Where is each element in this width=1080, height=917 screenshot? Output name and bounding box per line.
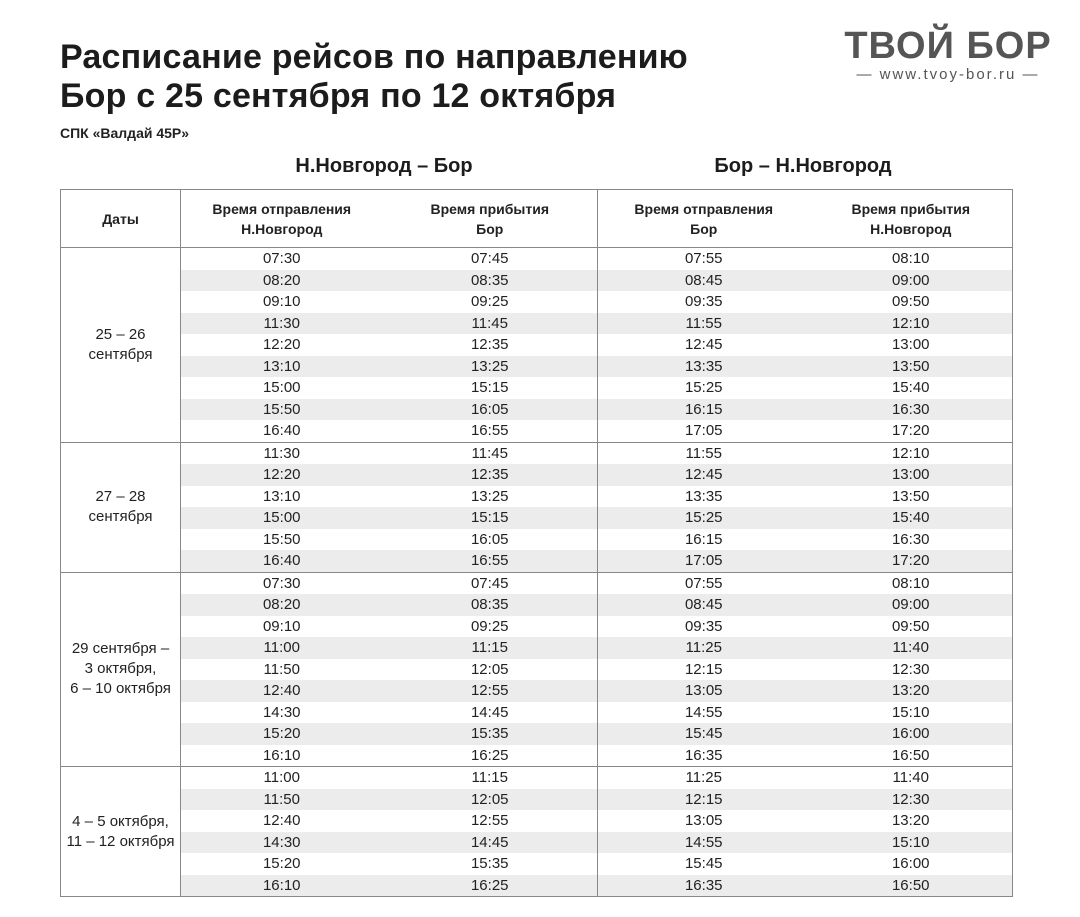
col-header-out-departure xyxy=(181,190,383,248)
in-departure-time: 15:45 xyxy=(684,855,723,873)
out-arrival-time: 09:25 xyxy=(383,616,598,638)
in-departure-time: 11:55 xyxy=(598,313,810,335)
date-range-line: 11 – 12 октября xyxy=(66,832,175,850)
out-departure-time: 16:40 xyxy=(181,420,383,442)
col-header-line: Время прибытия xyxy=(430,200,550,217)
out-arrival-time: 12:35 xyxy=(383,334,598,356)
out-departure-time: 16:40 xyxy=(181,550,383,572)
in-arrival-time: 15:40 xyxy=(810,377,1013,399)
out-departure-time: 16:10 xyxy=(181,745,383,767)
in-departure-time: 11:55 xyxy=(685,444,722,462)
out-departure-time: 15:50 xyxy=(181,399,383,421)
out-arrival-time: 15:15 xyxy=(383,377,598,399)
table-row xyxy=(61,248,1013,270)
out-arrival-time: 12:05 xyxy=(383,659,598,681)
out-departure-time: 12:20 xyxy=(181,464,383,486)
in-departure-time: 17:05 xyxy=(598,550,810,572)
table-row xyxy=(61,616,1013,638)
in-departure-time: 16:15 xyxy=(684,530,723,548)
table-row xyxy=(61,550,1013,572)
in-departure-time: 16:15 xyxy=(598,399,810,421)
out-departure-time: 12:40 xyxy=(181,680,383,702)
in-departure-time: 07:55 xyxy=(684,250,723,268)
date-range-line: 6 – 10 октября xyxy=(70,680,171,698)
out-departure-time: 07:30 xyxy=(262,250,301,268)
table-row xyxy=(61,356,1013,378)
table-header-row xyxy=(61,190,1013,248)
in-departure-time: 08:45 xyxy=(598,270,810,292)
table-row xyxy=(61,399,1013,421)
date-range-cell xyxy=(61,767,181,897)
table-row xyxy=(61,377,1013,399)
col-header-out-arrival xyxy=(383,190,598,248)
table-row xyxy=(61,680,1013,702)
table-row xyxy=(61,723,1013,745)
out-departure-time: 14:30 xyxy=(181,832,383,854)
out-arrival-time: 14:45 xyxy=(383,832,598,854)
out-departure-time: 15:00 xyxy=(262,379,301,397)
out-departure-time: 15:00 xyxy=(181,507,383,529)
in-arrival-time: 16:00 xyxy=(810,853,1013,875)
out-arrival-time: 08:35 xyxy=(383,594,598,616)
in-departure-time: 07:55 xyxy=(684,574,723,592)
title-line-2: Бор с 25 сентября по 12 октября xyxy=(60,77,617,115)
table-row xyxy=(61,313,1013,335)
in-departure-time: 12:15 xyxy=(684,660,723,678)
in-arrival-time: 08:10 xyxy=(810,572,1013,594)
schedule-table xyxy=(60,189,1013,897)
out-arrival-time: 11:45 xyxy=(383,313,598,335)
in-arrival-time: 12:10 xyxy=(810,442,1013,464)
out-departure-time: 15:20 xyxy=(181,723,383,745)
out-departure-time: 11:50 xyxy=(181,789,383,811)
out-arrival-time: 07:45 xyxy=(383,572,598,594)
out-arrival-time: 12:35 xyxy=(383,464,598,486)
in-arrival-time: 12:30 xyxy=(810,659,1013,681)
date-range-line: сентября xyxy=(88,345,153,363)
table-row xyxy=(61,420,1013,442)
out-arrival-time: 12:55 xyxy=(383,680,598,702)
out-departure-time: 14:30 xyxy=(262,703,301,721)
in-arrival-time: 16:50 xyxy=(810,875,1013,897)
in-arrival-time: 16:30 xyxy=(810,399,1013,421)
out-departure-time: 11:00 xyxy=(181,637,383,659)
out-arrival-time: 15:15 xyxy=(383,507,598,529)
out-arrival-time: 09:25 xyxy=(383,291,598,313)
col-header-line: Время отправления xyxy=(212,200,352,217)
out-departure-time: 13:10 xyxy=(181,356,383,378)
direction-outbound: Н.Новгород – Бор xyxy=(295,155,473,177)
vessel-name: СПК «Валдай 45Р» xyxy=(60,125,190,141)
in-departure-time: 16:35 xyxy=(598,745,810,767)
in-departure-time: 11:25 xyxy=(685,769,722,787)
table-row xyxy=(61,507,1013,529)
table-row xyxy=(61,637,1013,659)
col-header-in-arrival xyxy=(810,190,1013,248)
out-arrival-time: 11:45 xyxy=(383,442,598,464)
in-departure-time: 13:05 xyxy=(598,680,810,702)
in-arrival-time: 16:00 xyxy=(810,723,1013,745)
out-arrival-time: 13:25 xyxy=(383,486,598,508)
in-arrival-time: 13:50 xyxy=(810,356,1013,378)
in-departure-time: 16:35 xyxy=(598,875,810,897)
logo xyxy=(836,24,1060,83)
in-departure-time: 15:25 xyxy=(684,379,723,397)
col-header-line: Н.Новгород xyxy=(870,220,952,237)
in-arrival-time: 12:30 xyxy=(810,789,1013,811)
table-row xyxy=(61,270,1013,292)
in-arrival-time: 13:20 xyxy=(810,810,1013,832)
table-row xyxy=(61,334,1013,356)
in-departure-time: 17:05 xyxy=(598,420,810,442)
out-arrival-time: 13:25 xyxy=(383,356,598,378)
out-departure-time: 13:10 xyxy=(262,487,301,505)
in-departure-time: 13:05 xyxy=(684,812,723,830)
table-row xyxy=(61,832,1013,854)
in-arrival-time: 13:00 xyxy=(810,464,1013,486)
direction-inbound: Бор – Н.Новгород xyxy=(714,155,892,177)
out-departure-time: 09:10 xyxy=(262,293,301,311)
in-arrival-time: 17:20 xyxy=(810,550,1013,572)
out-departure-time: 07:30 xyxy=(262,574,301,592)
out-arrival-time: 16:25 xyxy=(383,875,598,897)
logo-url: — www.tvoy-bor.ru — xyxy=(856,66,1040,83)
out-arrival-time: 15:35 xyxy=(383,723,598,745)
out-arrival-time: 11:15 xyxy=(383,637,598,659)
in-departure-time: 09:35 xyxy=(684,293,723,311)
table-row xyxy=(61,875,1013,897)
table-row xyxy=(61,464,1013,486)
table-row xyxy=(61,745,1013,767)
out-departure-time: 11:50 xyxy=(263,660,300,678)
col-header-line: Время прибытия xyxy=(851,200,971,217)
out-departure-time: 15:20 xyxy=(262,855,301,873)
logo-name: ТВОЙ БОР xyxy=(844,25,1052,67)
table-row xyxy=(61,486,1013,508)
in-arrival-time: 11:40 xyxy=(810,767,1013,789)
in-departure-time: 12:15 xyxy=(598,789,810,811)
col-header-line: Бор xyxy=(690,220,718,237)
out-arrival-time: 15:35 xyxy=(383,853,598,875)
in-arrival-time: 15:10 xyxy=(810,702,1013,724)
out-arrival-time: 16:55 xyxy=(383,420,598,442)
in-arrival-time: 15:40 xyxy=(810,507,1013,529)
in-departure-time: 14:55 xyxy=(598,832,810,854)
table-row xyxy=(61,702,1013,724)
col-header-dates: Даты xyxy=(61,190,181,248)
in-departure-time: 11:25 xyxy=(598,637,810,659)
out-departure-time: 12:20 xyxy=(262,336,301,354)
out-departure-time: 09:10 xyxy=(262,617,301,635)
out-arrival-time: 12:55 xyxy=(383,810,598,832)
title-line-1: Расписание рейсов по направлению xyxy=(60,38,688,76)
date-range-line: 27 – 28 xyxy=(95,488,146,505)
in-arrival-time: 16:50 xyxy=(810,745,1013,767)
in-departure-time: 12:45 xyxy=(684,336,723,354)
in-arrival-time: 13:50 xyxy=(810,486,1013,508)
date-range-cell xyxy=(61,248,181,443)
table-row xyxy=(61,853,1013,875)
in-arrival-time: 12:10 xyxy=(810,313,1013,335)
out-arrival-time: 16:25 xyxy=(383,745,598,767)
out-departure-time: 08:20 xyxy=(181,270,383,292)
out-arrival-time: 16:55 xyxy=(383,550,598,572)
date-range-line: сентября xyxy=(88,508,153,525)
in-departure-time: 09:35 xyxy=(684,617,723,635)
in-departure-time: 08:45 xyxy=(598,594,810,616)
col-header-line: Время отправления xyxy=(634,200,774,217)
out-arrival-time: 16:05 xyxy=(383,399,598,421)
table-row xyxy=(61,529,1013,551)
in-arrival-time: 13:00 xyxy=(810,334,1013,356)
in-arrival-time: 08:10 xyxy=(810,248,1013,270)
out-departure-time: 15:50 xyxy=(262,530,301,548)
out-departure-time: 08:20 xyxy=(181,594,383,616)
in-arrival-time: 13:20 xyxy=(810,680,1013,702)
date-range-cell xyxy=(61,442,181,572)
in-departure-time: 15:45 xyxy=(598,723,810,745)
table-row xyxy=(61,767,1013,789)
schedule-body xyxy=(61,248,1013,897)
col-header-in-departure xyxy=(598,190,810,248)
out-arrival-time: 14:45 xyxy=(383,702,598,724)
out-arrival-time: 16:05 xyxy=(383,529,598,551)
table-row xyxy=(61,789,1013,811)
in-departure-time: 13:35 xyxy=(598,356,810,378)
out-departure-time: 11:30 xyxy=(181,313,383,335)
out-arrival-time: 07:45 xyxy=(383,248,598,270)
date-range-line: 3 октября, xyxy=(84,660,157,678)
in-departure-time: 12:45 xyxy=(598,464,810,486)
table-row xyxy=(61,810,1013,832)
in-arrival-time: 09:00 xyxy=(810,594,1013,616)
out-departure-time: 16:10 xyxy=(181,875,383,897)
out-departure-time: 11:30 xyxy=(263,444,300,462)
date-range-line: 29 сентября – xyxy=(71,640,170,658)
table-row xyxy=(61,291,1013,313)
col-header-line: Бор xyxy=(476,220,504,237)
in-departure-time: 14:55 xyxy=(684,703,723,721)
out-arrival-time: 12:05 xyxy=(383,789,598,811)
in-arrival-time: 09:00 xyxy=(810,270,1013,292)
page-title xyxy=(60,38,688,116)
table-row xyxy=(61,594,1013,616)
in-arrival-time: 09:50 xyxy=(810,291,1013,313)
out-arrival-time: 11:15 xyxy=(383,767,598,789)
date-range-line: 4 – 5 октября, xyxy=(72,812,169,830)
in-arrival-time: 11:40 xyxy=(810,637,1013,659)
out-arrival-time: 08:35 xyxy=(383,270,598,292)
date-range-line: 25 – 26 xyxy=(95,325,146,343)
in-arrival-time: 16:30 xyxy=(810,529,1013,551)
table-row xyxy=(61,659,1013,681)
col-header-line: Н.Новгород xyxy=(241,220,323,237)
date-range-cell xyxy=(61,572,181,767)
in-departure-time: 15:25 xyxy=(598,507,810,529)
in-arrival-time: 17:20 xyxy=(810,420,1013,442)
out-departure-time: 12:40 xyxy=(262,812,301,830)
table-row xyxy=(61,442,1013,464)
in-departure-time: 13:35 xyxy=(684,487,723,505)
out-departure-time: 11:00 xyxy=(263,769,300,787)
in-arrival-time: 15:10 xyxy=(810,832,1013,854)
table-row xyxy=(61,572,1013,594)
in-arrival-time: 09:50 xyxy=(810,616,1013,638)
